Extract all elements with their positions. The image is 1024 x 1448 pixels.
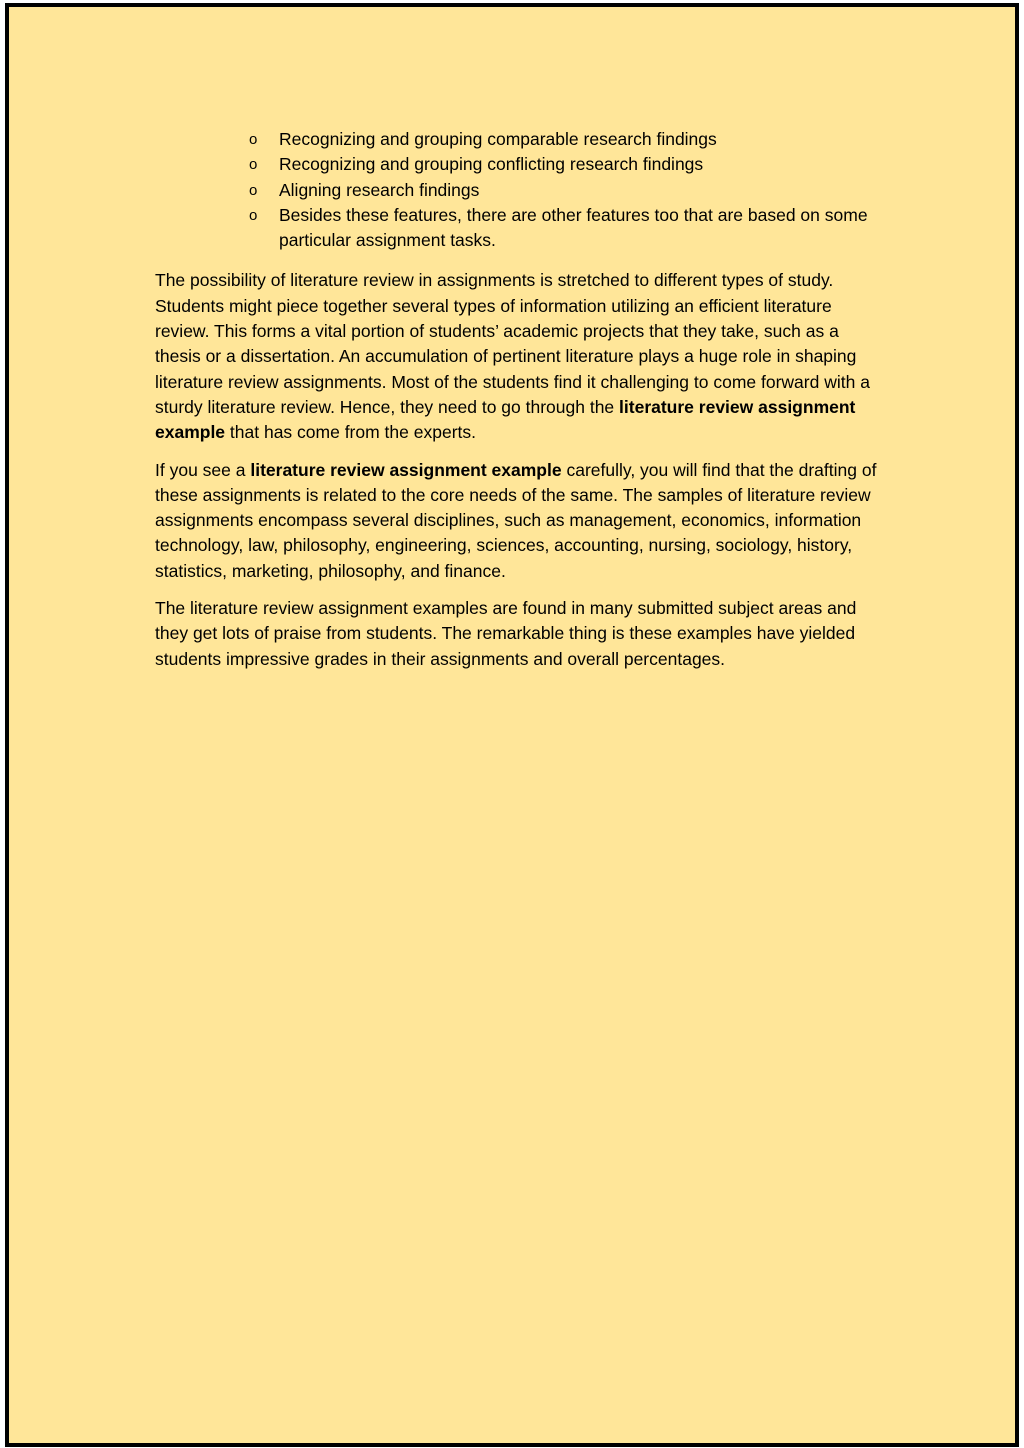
list-item-text: Recognizing and grouping comparable research findings bbox=[279, 129, 717, 149]
paragraph-text: that has come from the experts. bbox=[225, 422, 476, 443]
list-item-text: Recognizing and grouping conflicting research findings bbox=[279, 154, 704, 175]
paragraph-text: If you see a bbox=[155, 459, 251, 480]
document-page bbox=[5, 3, 1019, 1447]
paragraph-assignment-example bbox=[155, 458, 885, 584]
bullet-marker: o bbox=[249, 206, 258, 224]
list-item bbox=[155, 152, 885, 177]
list-item bbox=[155, 203, 885, 254]
feature-list bbox=[155, 127, 885, 253]
paragraph-literature-review-scope bbox=[155, 268, 885, 445]
list-item bbox=[155, 127, 885, 152]
list-item-text: Besides these features, there are other features too that are based on some particular assignment tasks. bbox=[279, 204, 868, 251]
bullet-marker: o bbox=[249, 156, 258, 174]
bullet-marker: o bbox=[249, 131, 258, 148]
list-item bbox=[155, 178, 885, 203]
bold-phrase: literature review assignment example bbox=[155, 396, 856, 443]
bold-phrase: literature review assignment example bbox=[250, 459, 562, 480]
page-content bbox=[155, 127, 885, 684]
list-item-text: Aligning research findings bbox=[279, 179, 480, 200]
paragraph-text: The literature review assignment examples are found in many submitted subject areas and they get lots of praise from students. The remarkable thing is these examples have yielded students impressive grades in their assignments and overall percentages. bbox=[155, 598, 857, 669]
paragraph-text: The possibility of literature review in assignments is stretched to different types of study. Students might piece together several types of information utilizing an efficient literature review. This forms a vital portion of students’ academic projects that they take, such as a thesis or a dissertation. An accumulation of pertinent literature plays a huge role in shaping literature review assignments. Most of the students find it challenging to come forward with a sturdy literature review. Hence, they need to go through the bbox=[155, 270, 870, 417]
paragraph-text: carefully, you will find that the drafting of these assignments is related to the core needs of the same. The samples of literature review assignments encompass several disciplines, such as management, economics, information technology, law, philosophy, engineering, sciences, accounting, nursing, sociology, history, statistics, marketing, philosophy, and finance. bbox=[155, 459, 877, 581]
bullet-marker: o bbox=[249, 181, 258, 199]
paragraph-examples-praise bbox=[155, 596, 885, 672]
